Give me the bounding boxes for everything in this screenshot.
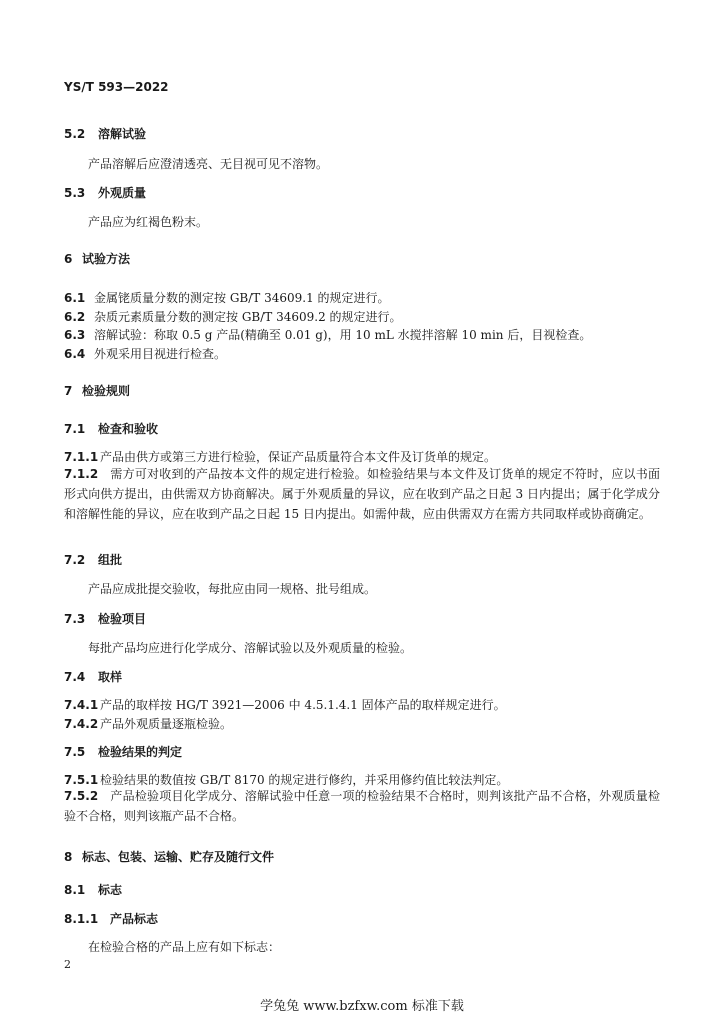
heading-7-2: 7.2 组批 [64,553,123,567]
standard-code: YS/T 593—2022 [64,80,169,94]
item-7-5-1: 7.5.1 检验结果的数值按 GB/T 8170 的规定进行修约，并采用修约值比较法判定。 [64,773,509,787]
paragraph-8-1-1: 在检验合格的产品上应有如下标志： [88,940,281,954]
heading-7-4: 7.4 取样 [64,670,123,684]
paragraph-7-2: 产品应成批提交验收，每批应由同一规格、批号组成。 [88,582,377,596]
paragraph-7-3: 每批产品均应进行化学成分、溶解试验以及外观质量的检验。 [88,641,413,655]
page-number: 2 [64,958,71,971]
paragraph-5-2: 产品溶解后应澄清透亮、无目视可见不溶物。 [88,157,329,171]
item-7-4-1: 7.4.1 产品的取样按 HG/T 3921—2006 中 4.5.1.4.1 固体产品的取样规定进行。 [64,698,506,712]
item-6-4: 6.4 外观采用目视进行检查。 [64,347,227,361]
item-6-2: 6.2 杂质元素质量分数的测定按 GB/T 34609.2 的规定进行。 [64,310,402,324]
heading-6: 6 试验方法 [64,252,131,266]
paragraph-5-3: 产品应为红褐色粉末。 [88,215,209,229]
heading-5-2: 5.2 溶解试验 [64,127,147,141]
heading-5-3: 5.3 外观质量 [64,186,147,200]
item-7-4-2: 7.4.2 产品外观质量逐瓶检验。 [64,717,233,731]
heading-7: 7 检验规则 [64,384,131,398]
heading-8: 8 标志、包装、运输、贮存及随行文件 [64,850,275,864]
heading-7-1: 7.1 检查和验收 [64,422,159,436]
item-7-1-2: 7.1.2 需方可对收到的产品按本文件的规定进行检验。如检验结果与本文件及订货单的规定不符时，应以书面形式向供方提出，由供需双方协商解决。属于外观质量的异议，应在收到产品之日起 3 日内提出；属于化学成分和溶解性能的异议，应在收到产品之日起 15 日内提出。如需仲裁，应由供需双方在需方共同取样或协商确定。 [64,467,660,521]
heading-7-3: 7.3 检验项目 [64,612,147,626]
item-7-5-2: 7.5.2 产品检验项目化学成分、溶解试验中任意一项的检验结果不合格时，则判该批产品不合格，外观质量检验不合格，则判该瓶产品不合格。 [64,789,660,823]
heading-8-1-1: 8.1.1 产品标志 [64,912,159,926]
heading-7-5: 7.5 检验结果的判定 [64,745,183,759]
heading-8-1: 8.1 标志 [64,883,123,897]
item-7-1-1: 7.1.1 产品由供方或第三方进行检验，保证产品质量符合本文件及订货单的规定。 [64,450,497,464]
item-6-1: 6.1 金属铑质量分数的测定按 GB/T 34609.1 的规定进行。 [64,291,390,305]
footer-watermark: 学兔兔 www.bzfxw.com 标准下载 [260,999,464,1014]
item-6-3: 6.3 溶解试验：称取 0.5 g 产品(精确至 0.01 g)，用 10 mL 水搅拌溶解 10 min 后，目视检查。 [64,328,592,342]
